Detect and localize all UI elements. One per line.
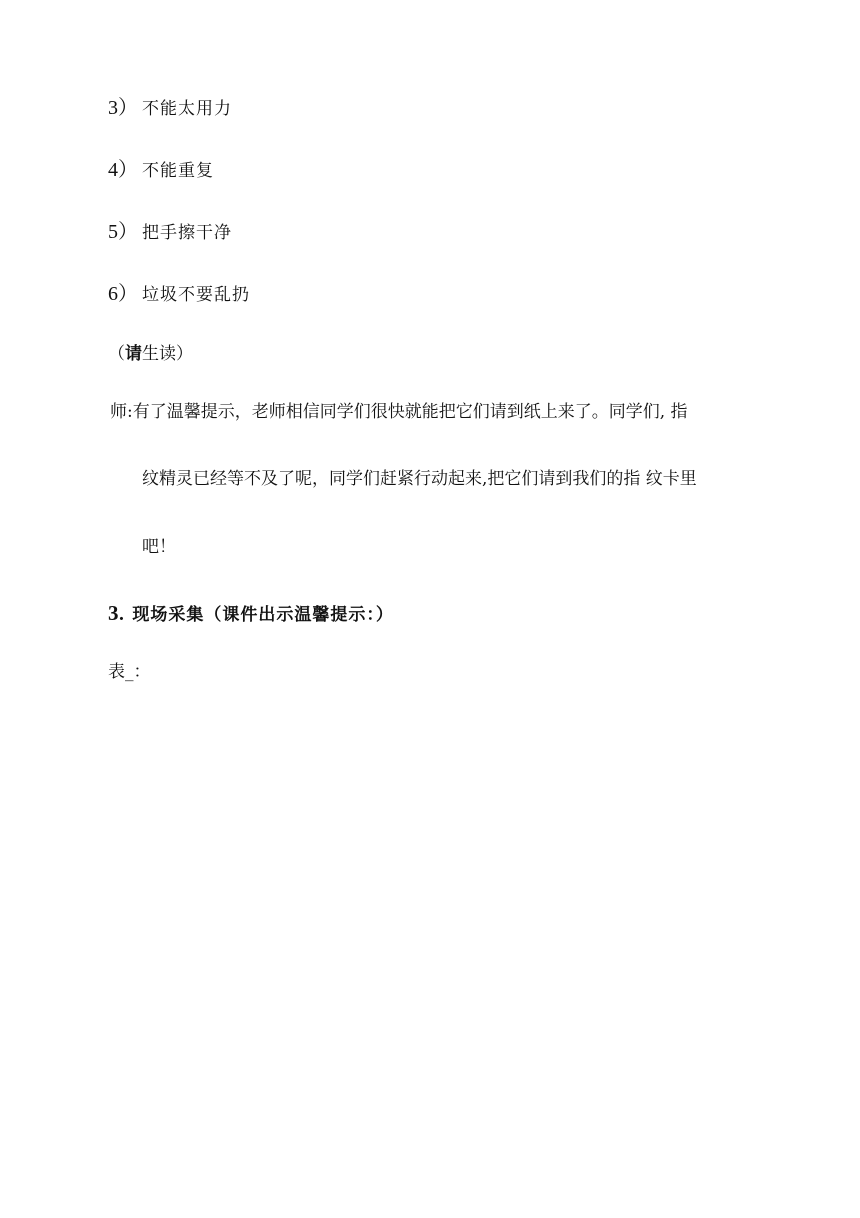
list-item-text: 不能太用力 <box>142 99 232 119</box>
teacher-paragraph-line-2: 纹精灵已经等不及了呢，同学们赶紧行动起来,把它们请到我们的指 纹卡里 <box>142 469 697 489</box>
teacher-paragraph-line-1: 师:有了温馨提示，老师相信同学们很快就能把它们请到纸上来了。同学们, 指 <box>110 402 688 422</box>
list-item-number: 5） <box>108 221 138 243</box>
reading-note <box>108 342 193 366</box>
list-item-text: 不能重复 <box>142 161 214 181</box>
list-item-5 <box>108 220 232 245</box>
list-item-number: 6） <box>108 283 138 305</box>
note-open-paren: （ <box>108 344 125 364</box>
list-item-4 <box>108 158 214 183</box>
note-rest: 生读） <box>142 344 193 364</box>
list-item-text: 垃圾不要乱扔 <box>142 285 250 305</box>
section-title: . 现场采集（课件出示温馨提示：） <box>118 605 394 625</box>
note-bold-part: 请 <box>125 344 142 364</box>
list-item-text: 把手擦干净 <box>142 223 232 243</box>
list-item-3 <box>108 96 232 121</box>
list-item-number: 3） <box>108 97 138 119</box>
section-heading <box>108 601 394 627</box>
list-item-6 <box>108 282 250 307</box>
table-label: 表_： <box>108 662 151 682</box>
section-number: 3 <box>108 601 119 625</box>
list-item-number: 4） <box>108 159 138 181</box>
teacher-paragraph-line-3: 吧！ <box>142 537 176 557</box>
